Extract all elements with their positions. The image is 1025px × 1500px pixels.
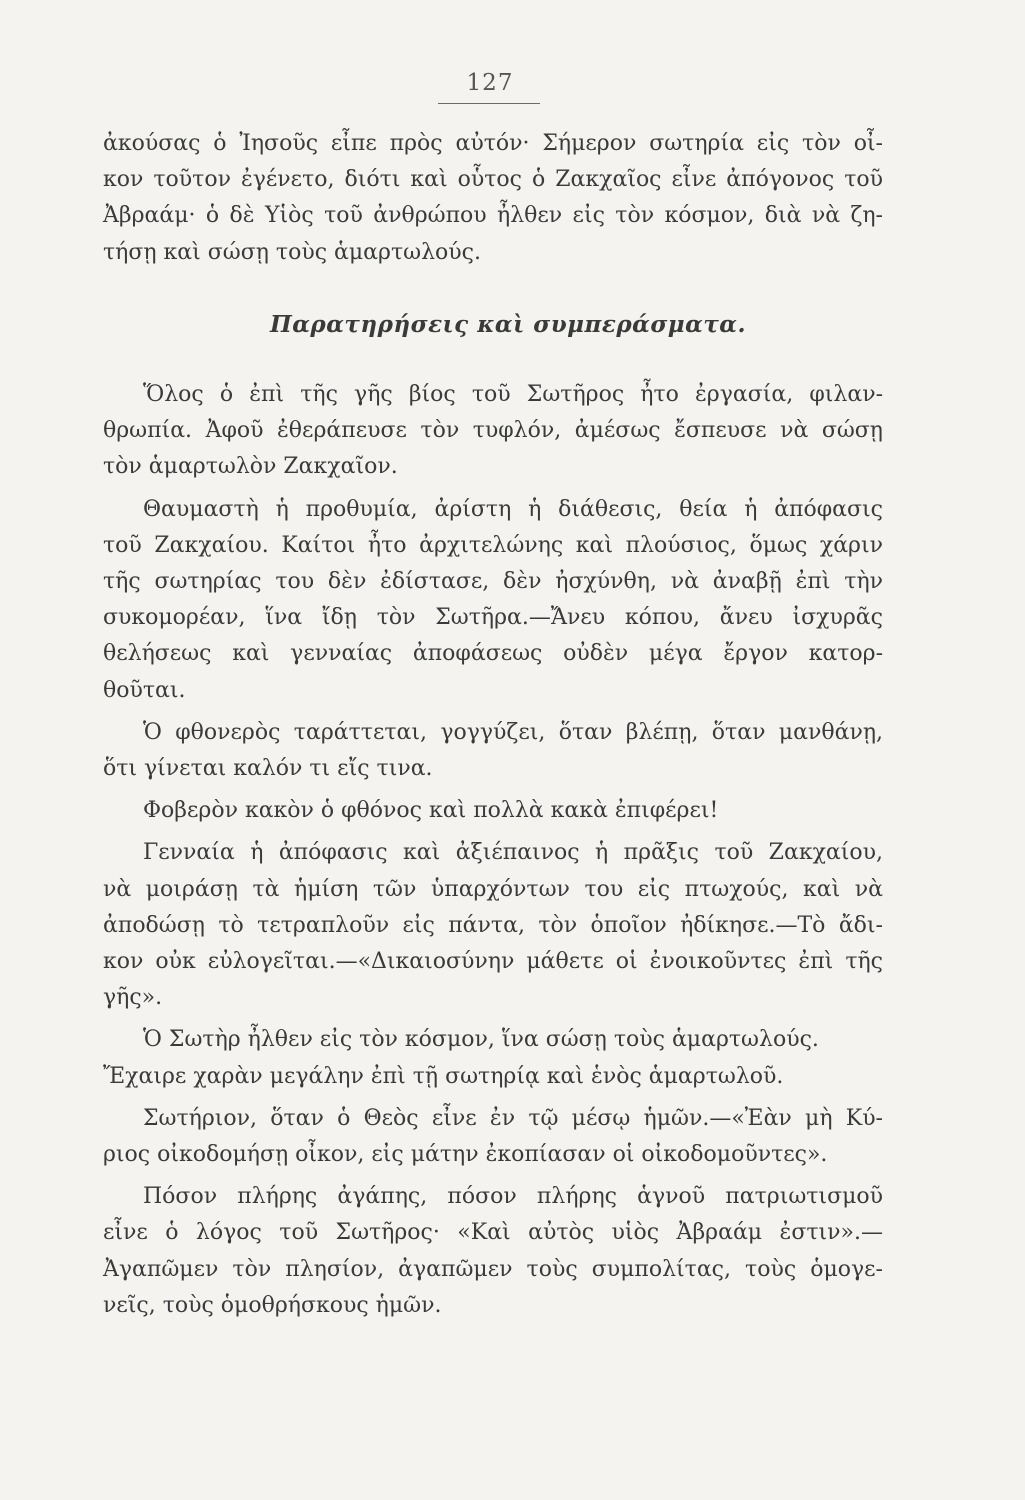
paragraph-9 xyxy=(103,1179,883,1324)
paragraph-5 xyxy=(103,793,883,829)
page-number-rule xyxy=(438,103,540,104)
text-line: ἀποδώσῃ τὸ τετραπλοῦν εἰς πάντα, τὸν ὁποῖον ἠδίκησε.—Τὸ ἄδι- xyxy=(103,912,883,938)
paragraph-2 xyxy=(103,377,883,486)
text-line: τὸν ἁμαρτωλὸν Ζακχαῖον. xyxy=(103,454,398,480)
paragraph-6 xyxy=(103,835,883,1016)
section-heading: Παρατηρήσεις καὶ συμπεράσματα. xyxy=(269,310,747,338)
text-line: κον τοῦτον ἐγένετο, διότι καὶ οὗτος ὁ Ζακχαῖος εἶνε ἀπόγονος τοῦ xyxy=(103,167,883,193)
text-line: Σωτήριον, ὅταν ὁ Θεὸς εἶνε ἐν τῷ μέσῳ ἡμῶν.—«Ἐὰν μὴ Κύ- xyxy=(143,1105,883,1131)
text-line: Φοβερὸν κακὸν ὁ φθόνος καὶ πολλὰ κακὰ ἐπιφέρει! xyxy=(143,798,719,824)
text-line: συκομορέαν, ἵνα ἴδῃ τὸν Σωτῆρα.—Ἄνευ κόπου, ἄνευ ἰσχυρᾶς xyxy=(103,605,883,631)
paragraph-1 xyxy=(103,126,883,271)
text-line: νὰ μοιράσῃ τὰ ἡμίση τῶν ὑπαρχόντων του εἰς πτωχούς, καὶ νὰ xyxy=(103,876,883,902)
paragraph-3 xyxy=(103,492,883,709)
body-text xyxy=(103,126,883,1324)
text-line: θοῦται. xyxy=(103,677,186,703)
text-line: κον οὐκ εὐλογεῖται.—«Δικαιοσύνην μάθετε οἱ ἐνοικοῦντες ἐπὶ τῆς xyxy=(103,949,883,975)
text-line: Θαυμαστὴ ἡ προθυμία, ἀρίστη ἡ διάθεσις, θεία ἡ ἀπόφασις xyxy=(143,496,883,522)
text-line: Ὁ φθονερὸς ταράττεται, γογγύζει, ὅταν βλέπῃ, ὅταν μανθάνῃ, xyxy=(143,719,883,745)
text-line: Γενναία ἡ ἀπόφασις καὶ ἀξιέπαινος ἡ πρᾶξις τοῦ Ζακχαίου, xyxy=(143,840,883,866)
text-line: Ἀγαπῶμεν τὸν πλησίον, ἀγαπῶμεν τοὺς συμπολίτας, τοὺς ὁμογε- xyxy=(103,1256,883,1282)
paragraph-4 xyxy=(103,715,883,787)
text-line: τῆς σωτηρίας του δὲν ἐδίστασε, δὲν ἠσχύνθη, νὰ ἀναβῇ ἐπὶ τὴν xyxy=(103,569,883,595)
text-line: θρωπία. Ἀφοῦ ἐθεράπευσε τὸν τυφλόν, ἀμέσως ἔσπευσε νὰ σώσῃ xyxy=(103,418,883,444)
text-line: θελήσεως καὶ γενναίας ἀποφάσεως οὐδὲν μέγα ἔργον κατορ- xyxy=(103,641,883,667)
text-line: ὅτι γίνεται καλόν τι εἴς τινα. xyxy=(103,756,433,782)
text-line: εἶνε ὁ λόγος τοῦ Σωτῆρος· «Καὶ αὐτὸς υἱὸς Ἀβραάμ ἐστιν».— xyxy=(103,1220,883,1246)
paragraph-8 xyxy=(103,1101,883,1173)
page-number: 127 xyxy=(466,70,514,96)
text-line: Ὁ Σωτὴρ ἦλθεν εἰς τὸν κόσμον, ἵνα σώσῃ τοὺς ἁμαρτωλούς. xyxy=(143,1027,819,1053)
text-line: τοῦ Ζακχαίου. Καίτοι ἦτο ἀρχιτελώνης καὶ πλούσιος, ὅμως χάριν xyxy=(103,532,883,558)
text-line: γῆς». xyxy=(103,985,163,1011)
text-line: ριος οἰκοδομήσῃ οἶκον, εἰς μάτην ἐκοπίασαν οἱ οἰκοδομοῦντες». xyxy=(103,1142,828,1168)
text-line: Πόσον πλήρης ἀγάπης, πόσον πλήρης ἁγνοῦ πατριωτισμοῦ xyxy=(143,1184,883,1210)
text-line: Ὅλος ὁ ἐπὶ τῆς γῆς βίος τοῦ Σωτῆρος ἦτο ἐργασία, φιλαν- xyxy=(143,382,883,408)
text-line: νεῖς, τοὺς ὁμοθρήσκους ἡμῶν. xyxy=(103,1292,442,1318)
text-line: τήσῃ καὶ σώσῃ τοὺς ἁμαρτωλούς. xyxy=(103,239,481,265)
text-line: ἀκούσας ὁ Ἰησοῦς εἶπε πρὸς αὐτόν· Σήμερον σωτηρία εἰς τὸν οἶ- xyxy=(103,131,883,156)
paragraph-7 xyxy=(103,1022,883,1094)
text-line: Ἀβραάμ· ὁ δὲ Υἱὸς τοῦ ἀνθρώπου ἦλθεν εἰς τὸν κόσμον, διὰ νὰ ζη- xyxy=(103,203,883,229)
text-line: Ἔχαιρε χαρὰν μεγάλην ἐπὶ τῇ σωτηρίᾳ καὶ ἑνὸς ἁμαρτωλοῦ. xyxy=(103,1063,784,1089)
